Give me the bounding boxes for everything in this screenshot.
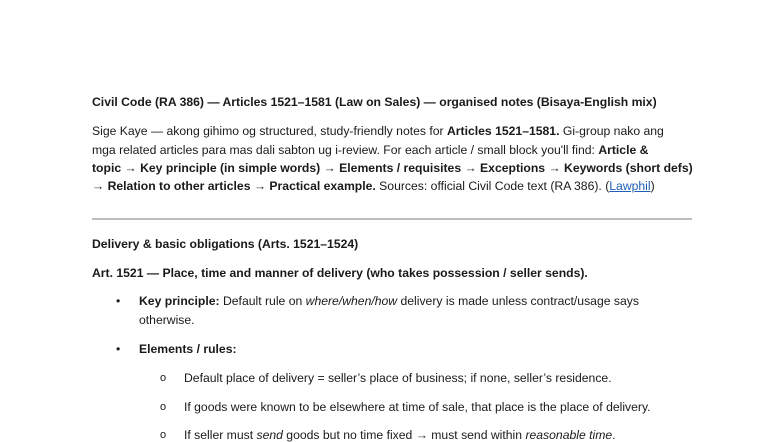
intro-text: mga related articles para mas dali sabton ug i-review. For each article / small block you'll find: (92, 143, 599, 157)
sub-item-text: . (612, 428, 616, 442)
intro-bold: Articles 1521–1581. (446, 124, 560, 138)
key-principle-line-1 (139, 294, 639, 308)
key-principle-line-2: otherwise. (139, 313, 195, 327)
intro-line-4 (92, 179, 655, 193)
sub-item-italic: reasonable time (525, 428, 613, 442)
intro-text: Gi-group nako ang (559, 124, 664, 138)
key-principle-text: Default rule on (219, 294, 306, 308)
lawphil-link[interactable]: Lawphil (609, 179, 651, 193)
sub-bullet-marker: o (160, 401, 167, 413)
sub-item: Default place of delivery = seller’s place of business; if none, seller’s residence. (184, 371, 612, 385)
key-principle-text: delivery is made unless contract/usage says (397, 294, 639, 308)
sub-bullet-marker: o (160, 429, 167, 441)
intro-text: Sources: official Civil Code text (RA 386). ( (375, 179, 610, 193)
horizontal-divider (92, 218, 692, 220)
intro-line-1 (92, 124, 664, 138)
document-title: Civil Code (RA 386) — Articles 1521–1581 (Law on Sales) — organised notes (Bisaya-English mix) (92, 95, 657, 109)
intro-bold: Article & (598, 143, 649, 157)
article-heading: Art. 1521 — Place, time and manner of delivery (who takes possession / seller sends). (92, 266, 588, 280)
intro-text: ) (650, 179, 655, 193)
sub-item: If goods were known to be elsewhere at time of sale, that place is the place of delivery. (184, 400, 651, 414)
sub-bullet-marker: o (160, 372, 167, 384)
section-heading: Delivery & basic obligations (Arts. 1521–1524) (92, 237, 359, 251)
intro-bold: → Relation to other articles → Practical example. (92, 179, 376, 193)
elements-label: Elements / rules: (139, 342, 237, 356)
key-principle-label: Key principle: (139, 294, 220, 308)
intro-line-3: topic → Key principle (in simple words) → Elements / requisites → Exceptions → Keywords (short defs) (92, 161, 693, 175)
intro-line-2 (92, 143, 648, 157)
sub-item (184, 428, 616, 442)
key-principle-italic: where/when/how (305, 294, 398, 308)
sub-item-text: If seller must (184, 428, 257, 442)
sub-item-italic: send (256, 428, 283, 442)
bullet-marker: • (116, 342, 121, 356)
sub-item-text: goods but no time fixed → must send within (282, 428, 526, 442)
bullet-marker: • (116, 294, 121, 308)
intro-text: Sige Kaye — akong gihimo og structured, study-friendly notes for (92, 124, 447, 138)
